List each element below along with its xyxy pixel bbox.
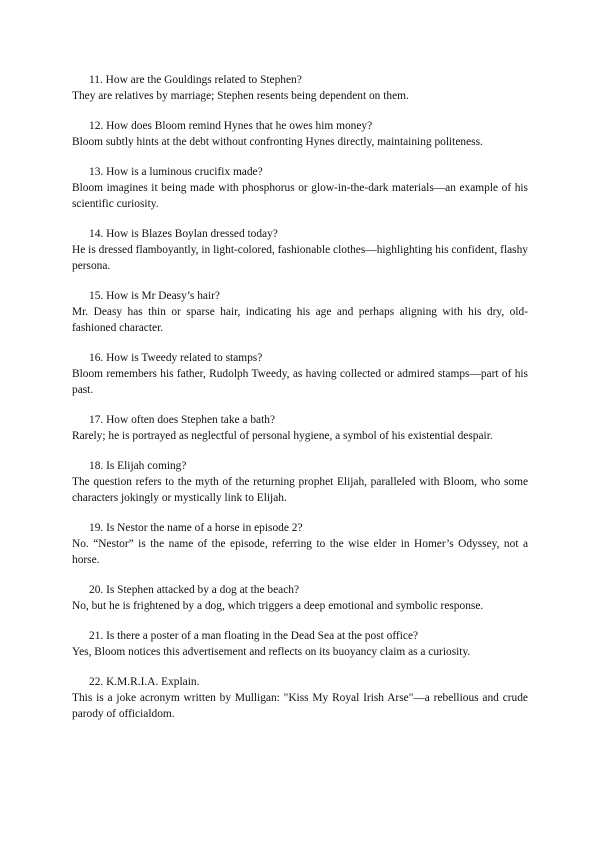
answer: Yes, Bloom notices this advertisement and reflects on its buoyancy claim as a curiosity. [72,646,471,658]
answer: No, but he is frightened by a dog, which triggers a deep emotional and symbolic response. [72,600,484,612]
question: 14. How is Blazes Boylan dressed today? [89,228,278,240]
question: 11. How are the Gouldings related to Stephen? [89,74,302,86]
question: 16. How is Tweedy related to stamps? [89,352,263,364]
question: 22. K.M.R.I.A. Explain. [89,676,200,688]
qa-item [72,582,528,614]
question: 20. Is Stephen attacked by a dog at the beach? [89,584,300,596]
qa-item [72,288,528,336]
answer: Bloom remembers his father, Rudolph Tweedy, as having collected or admired stamps—part of his past. [72,368,528,396]
qa-item [72,118,528,150]
qa-item [72,674,528,722]
question: 18. Is Elijah coming? [89,460,187,472]
question: 12. How does Bloom remind Hynes that he owes him money? [89,120,373,132]
qa-item [72,458,528,506]
qa-item [72,72,528,104]
qa-item [72,520,528,568]
qa-item [72,412,528,444]
answer: They are relatives by marriage; Stephen resents being dependent on them. [72,90,409,102]
question: 13. How is a luminous crucifix made? [89,166,263,178]
answer: Rarely; he is portrayed as neglectful of personal hygiene, a symbol of his existential despair. [72,430,493,442]
qa-item [72,226,528,274]
question: 15. How is Mr Deasy’s hair? [89,290,220,302]
answer: Mr. Deasy has thin or sparse hair, indicating his age and perhaps aligning with his dry, old-fashioned character. [72,306,528,334]
question: 17. How often does Stephen take a bath? [89,414,275,426]
qa-item [72,628,528,660]
question: 21. Is there a poster of a man floating in the Dead Sea at the post office? [89,630,419,642]
qa-item [72,164,528,212]
qa-item [72,350,528,398]
answer: This is a joke acronym written by Mulligan: "Kiss My Royal Irish Arse"—a rebellious and crude parody of officialdom. [72,692,528,720]
answer: Bloom imagines it being made with phosphorus or glow-in-the-dark materials—an example of his scientific curiosity. [72,182,528,210]
question: 19. Is Nestor the name of a horse in episode 2? [89,522,303,534]
answer: No. “Nestor” is the name of the episode, referring to the wise elder in Homer’s Odyssey, not a horse. [72,538,528,566]
answer: He is dressed flamboyantly, in light-colored, fashionable clothes—highlighting his confident, flashy persona. [72,244,528,272]
answer: Bloom subtly hints at the debt without confronting Hynes directly, maintaining politeness. [72,136,483,148]
qa-list [72,72,528,736]
answer: The question refers to the myth of the returning prophet Elijah, paralleled with Bloom, who some characters jokingly or mystically link to Elijah. [72,476,528,504]
